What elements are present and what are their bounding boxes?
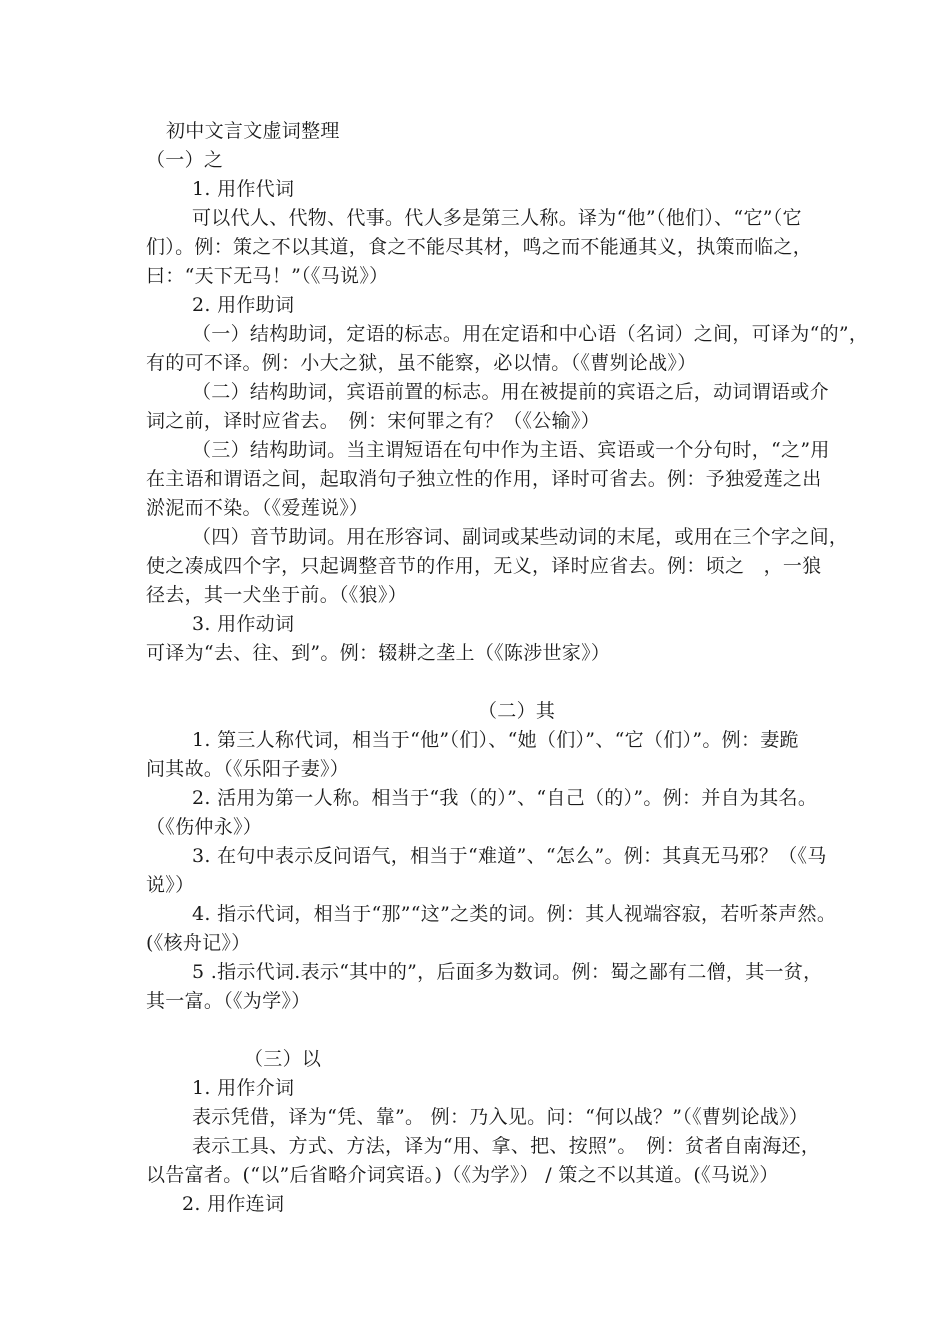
subheading-pronoun: 1. 用作代词	[192, 178, 295, 200]
list-item: 1. 第三人称代词，相当于“他”（们）、“她（们）”、“它（们）”。例：妻跪	[192, 729, 799, 751]
list-item-continued: (《核舟记》）	[146, 932, 251, 954]
list-item: 2. 活用为第一人称。相当于“我（的）”、“自己（的）”。例：并自为其名。	[192, 787, 818, 809]
paragraph-line: （四）音节助词。用在形容词、副词或某些动词的末尾，或用在三个字之间，	[192, 526, 849, 548]
paragraph-line: 淤泥而不染。（《爱莲说》）	[146, 497, 369, 519]
list-item: 5 .指示代词.表示“其中的”，后面多为数词。例：蜀之鄙有二僧，其一贫，	[192, 961, 823, 983]
paragraph-line: 词之前，译时应省去。 例：宋何罪之有？（《公输》）	[146, 410, 601, 432]
paragraph-line: 可译为“去、往、到”。例：辍耕之垄上（《陈涉世家》）	[146, 642, 611, 664]
paragraph-line: （二）结构助词，宾语前置的标志。用在被提前的宾语之后，动词谓语或介	[192, 381, 829, 403]
paragraph-line: 曰：“天下无马！”（《马说》）	[146, 265, 389, 287]
section-heading-qi: （二）其	[478, 700, 556, 722]
subheading-preposition: 1. 用作介词	[192, 1077, 295, 1099]
paragraph-line: 们）。例：策之不以其道，食之不能尽其材，鸣之而不能通其义，执策而临之，	[146, 236, 813, 258]
list-item-continued: 其一富。（《为学》）	[146, 990, 311, 1012]
paragraph-line: 以告富者。(“以”后省略介词宾语。)（《为学》） / 策之不以其道。(《马说》）	[146, 1164, 779, 1186]
section-heading-zhi: （一）之	[146, 149, 224, 171]
paragraph-line: 表示工具、方式、方法，译为“用、拿、把、按照”。 例：贫者自南海还，	[192, 1135, 821, 1157]
paragraph-line: 可以代人、代物、代事。代人多是第三人称。译为“他”（他们）、“它”（它	[192, 207, 802, 229]
list-item: 3. 在句中表示反问语气，相当于“难道”、“怎么”。例：其真无马邪？（《马	[192, 845, 827, 867]
list-item: 4. 指示代词，相当于“那”“这”之类的词。例：其人视端容寂，若听茶声然。	[192, 903, 837, 925]
paragraph-line: （一）结构助词，定语的标志。用在定语和中心语（名词）之间，可译为“的”，	[192, 323, 869, 345]
paragraph-line: 有的可不译。例：小大之狱，虽不能察，必以情。（《曹刿论战》）	[146, 352, 697, 374]
document-title: 初中文言文虚词整理	[166, 120, 340, 142]
paragraph-line: 使之凑成四个字，只起调整音节的作用，无义，译时应省去。例：顷之 ，一狼	[146, 555, 822, 577]
paragraph-line: （三）结构助词。当主谓短语在句中作为主语、宾语或一个分句时，“之”用	[192, 439, 830, 461]
section-heading-yi: （三）以	[244, 1048, 322, 1070]
subheading-particle: 2. 用作助词	[192, 294, 295, 316]
list-item-continued: 说》）	[146, 874, 195, 896]
paragraph-line: 在主语和谓语之间，起取消句子独立性的作用，译时可省去。例：予独爱莲之出	[146, 468, 822, 490]
paragraph-line: 表示凭借，译为“凭、靠”。 例：乃入见。问：“何以战？”（《曹刿论战》）	[192, 1106, 809, 1128]
list-item-continued: 问其故。（《乐阳子妻》）	[146, 758, 350, 780]
subheading-conjunction: 2. 用作连词	[182, 1193, 285, 1215]
list-item-continued: （《伤仲永》）	[146, 816, 263, 838]
paragraph-line: 径去，其一犬坐于前。（《狼》）	[146, 584, 408, 606]
subheading-verb: 3. 用作动词	[192, 613, 295, 635]
